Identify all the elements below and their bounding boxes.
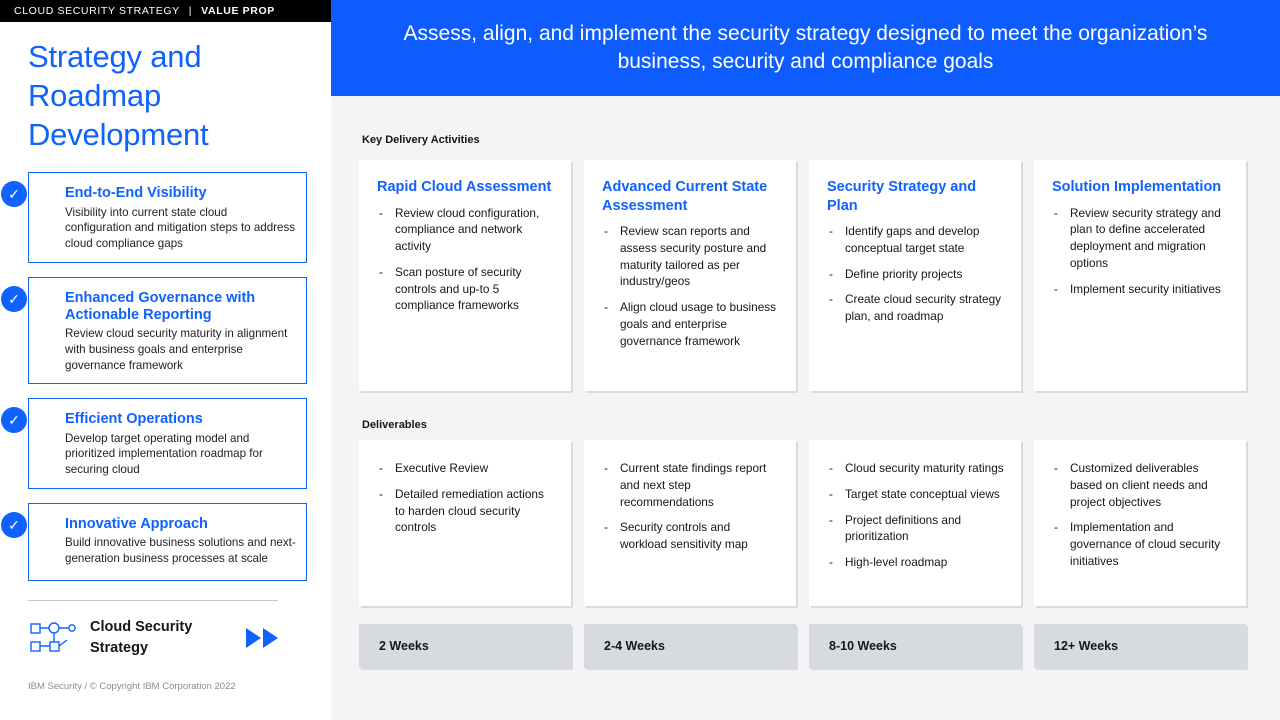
activity-card-title: Advanced Current State Assessment [602, 179, 768, 214]
activities-row [359, 160, 1264, 391]
bullet-item: - Align cloud usage to business goals and enterprise governance framework [602, 299, 779, 349]
value-point [8, 503, 307, 581]
bullet-item: - Create cloud security strategy plan, and roadmap [827, 291, 1004, 325]
value-point-heading: Efficient Operations [65, 411, 203, 428]
deliverable-card [584, 440, 796, 606]
value-point-body: Visibility into current state cloud configuration and mitigation steps to address cloud compliance gaps [65, 205, 296, 250]
bullet-item: - Implementation and governance of cloud security initiatives [1052, 519, 1229, 569]
activity-card-title: Solution Implementation [1052, 179, 1222, 195]
activity-card [809, 160, 1021, 391]
section-label-deliverables: Deliverables [362, 419, 427, 431]
bullet-item: - Executive Review [377, 460, 554, 477]
activity-card-title: Rapid Cloud Assessment [377, 179, 552, 195]
value-point-body: Review cloud security maturity in alignment with business goals and enterprise governance framework [65, 327, 288, 372]
timeline-cell: 2-4 Weeks [584, 624, 796, 668]
activity-card [359, 160, 571, 391]
bullet-item: - High-level roadmap [827, 554, 1004, 571]
value-points-list [0, 172, 331, 580]
bullet-item: - Review scan reports and assess security posture and maturity tailored as per industry/geos [602, 223, 779, 290]
activity-bullet-list [1052, 205, 1229, 298]
activity-card-title: Security Strategy and Plan [827, 179, 977, 214]
section-label-activities: Key Delivery Activities [362, 134, 480, 146]
bullet-item: - Identify gaps and develop conceptual target state [827, 223, 1004, 257]
cloud-security-network-icon [28, 615, 80, 661]
deliverables-row [359, 440, 1264, 606]
value-point-heading: End-to-End Visibility [65, 185, 207, 202]
deliverable-bullet-list [1052, 460, 1229, 570]
eyebrow-strong: VALUE PROP [201, 5, 275, 17]
deliverable-bullet-list [827, 460, 1004, 571]
brand-block [28, 600, 278, 661]
value-point-body: Build innovative business solutions and next-generation business processes at scale [65, 535, 296, 565]
bullet-item: - Review security strategy and plan to define accelerated deployment and migration options [1052, 205, 1229, 272]
check-circle-icon: ✓ [1, 286, 27, 312]
right-content [331, 0, 1280, 720]
deliverable-card [359, 440, 571, 606]
double-arrow-icon [246, 628, 278, 648]
headline-banner: Assess, align, and implement the security strategy designed to meet the organization’s business, security and compliance goals [331, 0, 1280, 96]
activity-bullet-list [602, 223, 779, 349]
deliverable-bullet-list [602, 460, 779, 553]
brand-name: Cloud Security Strategy [90, 618, 193, 656]
bullet-item: - Scan posture of security controls and up-to 5 compliance frameworks [377, 264, 554, 314]
copyright-footer: IBM Security / © Copyright IBM Corporation 2022 [28, 681, 236, 692]
check-circle-icon: ✓ [1, 512, 27, 538]
bullet-item: - Detailed remediation actions to harden cloud security controls [377, 486, 554, 536]
left-panel [0, 0, 331, 720]
eyebrow-separator: | [188, 5, 193, 17]
activity-card [584, 160, 796, 391]
value-point [8, 398, 307, 488]
activity-bullet-list [827, 223, 1004, 325]
value-point-heading: Enhanced Governance with Actionable Reporting [65, 289, 256, 323]
bullet-item: - Cloud security maturity ratings [827, 460, 1004, 477]
value-point [8, 172, 307, 262]
bullet-item: - Target state conceptual views [827, 486, 1004, 503]
deliverable-bullet-list [377, 460, 554, 536]
value-point [8, 277, 307, 385]
activity-bullet-list [377, 205, 554, 315]
check-circle-icon: ✓ [1, 407, 27, 433]
timeline-cell: 2 Weeks [359, 624, 571, 668]
bullet-item: - Project definitions and prioritization [827, 512, 1004, 546]
activity-card [1034, 160, 1246, 391]
bullet-item: - Define priority projects [827, 266, 1004, 283]
deliverable-card [1034, 440, 1246, 606]
timeline-cell: 12+ Weeks [1034, 624, 1246, 668]
bullet-item: - Implement security initiatives [1052, 281, 1229, 298]
bullet-item: - Security controls and workload sensitivity map [602, 519, 779, 553]
value-point-heading: Innovative Approach [65, 515, 208, 532]
bullet-item: - Customized deliverables based on client needs and project objectives [1052, 460, 1229, 510]
timeline-row [359, 624, 1264, 668]
bullet-item: - Current state findings report and next step recommendations [602, 460, 779, 510]
eyebrow-title: CLOUD SECURITY STRATEGY [14, 5, 180, 17]
eyebrow-bar [0, 0, 331, 22]
value-point-body: Develop target operating model and prioritized implementation roadmap for securing cloud [65, 431, 263, 476]
timeline-cell: 8-10 Weeks [809, 624, 1021, 668]
page-title: Strategy and Roadmap Development [28, 39, 209, 152]
deliverable-card [809, 440, 1021, 606]
check-circle-icon: ✓ [1, 181, 27, 207]
bullet-item: - Review cloud configuration, compliance and network activity [377, 205, 554, 255]
